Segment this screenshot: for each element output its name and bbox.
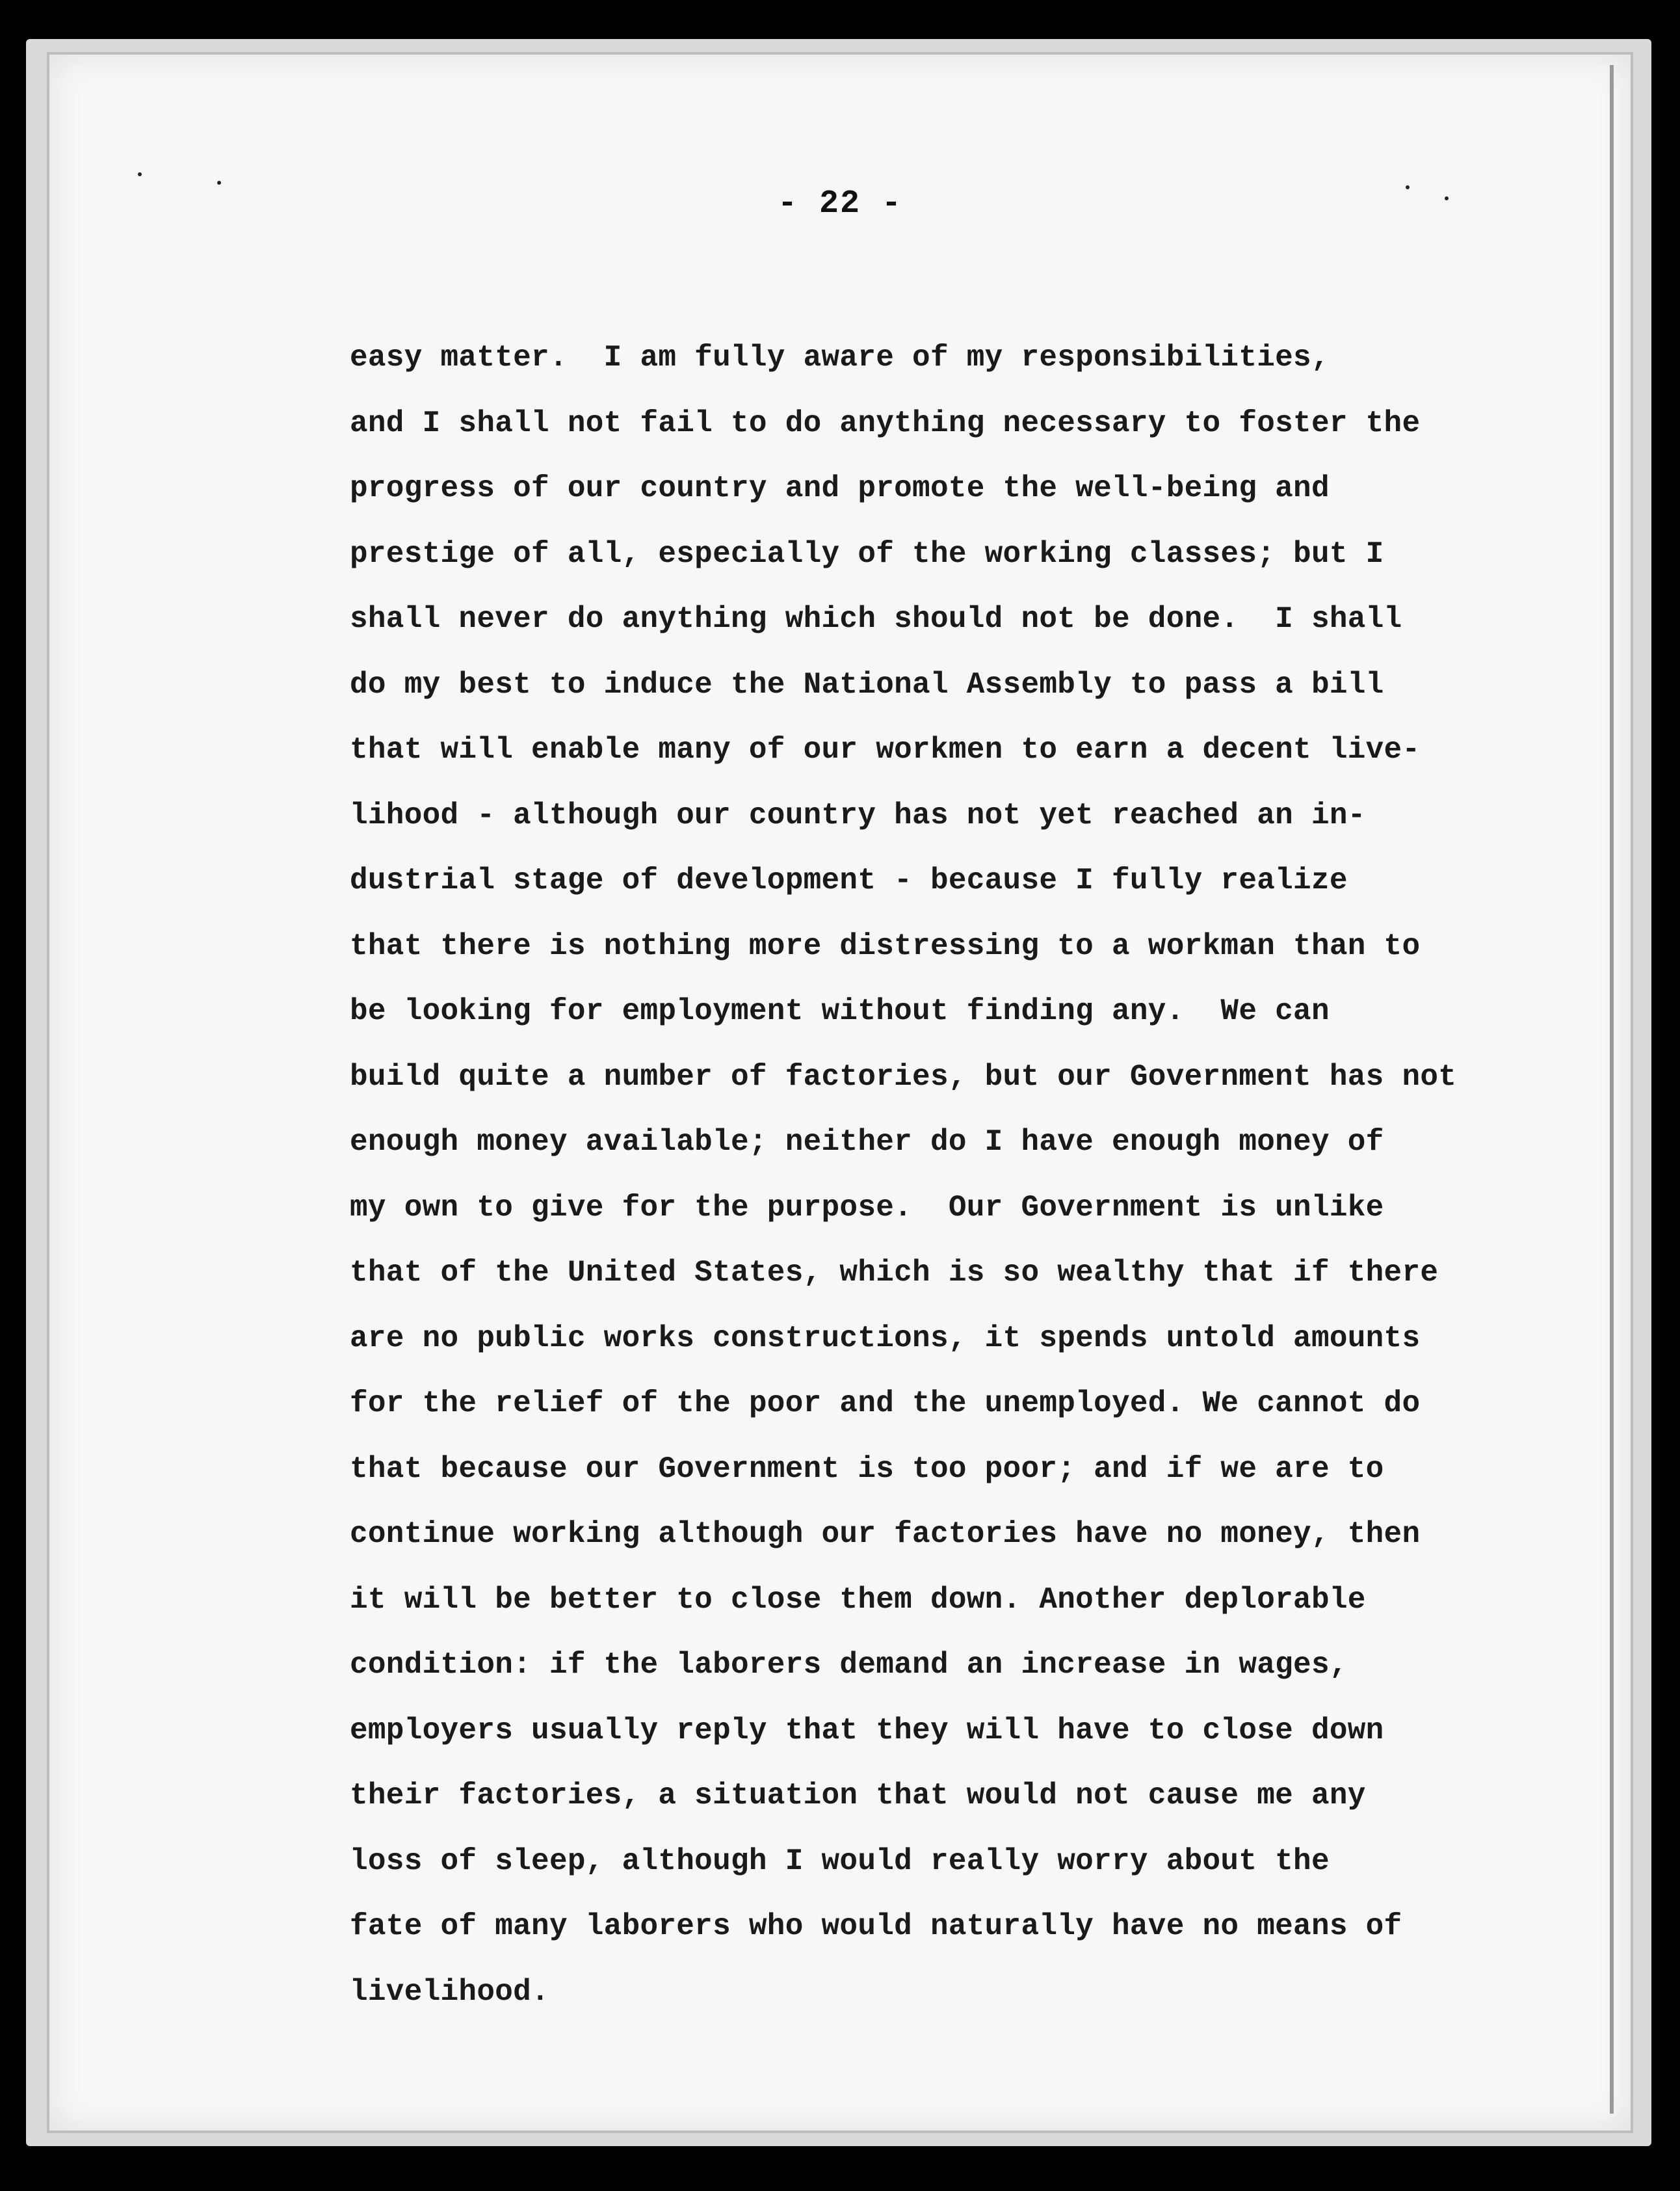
text-line: lihood - although our country has not yet reached an in- (350, 798, 1366, 832)
text-line: loss of sleep, although I would really worry about the (350, 1844, 1330, 1878)
text-line: and I shall not fail to do anything necessary to foster the (350, 406, 1421, 440)
text-line: it will be better to close them down. Another deplorable (350, 1582, 1366, 1617)
text-line: enough money available; neither do I have enough money of (350, 1125, 1384, 1159)
text-line: continue working although our factories have no money, then (350, 1517, 1421, 1551)
document-body (350, 325, 1631, 2025)
text-line: dustrial stage of development - because I fully realize (350, 864, 1348, 897)
dust-speck (217, 181, 221, 185)
text-line: that because our Government is too poor; and if we are to (350, 1452, 1384, 1486)
text-line: shall never do anything which should not be done. I shall (350, 602, 1402, 636)
text-line: employers usually reply that they will have to close down (350, 1713, 1384, 1747)
dust-speck (138, 172, 142, 176)
text-line: build quite a number of factories, but our Government has not (350, 1059, 1457, 1094)
text-line: condition: if the laborers demand an increase in wages, (350, 1648, 1348, 1682)
text-line: are no public works constructions, it spends untold amounts (350, 1321, 1421, 1355)
text-line: my own to give for the purpose. Our Government is unlike (350, 1190, 1384, 1225)
text-line: that there is nothing more distressing to a workman than to (350, 929, 1421, 963)
text-line: easy matter. I am fully aware of my responsibilities, (350, 341, 1330, 375)
text-line: progress of our country and promote the well-being and (350, 471, 1330, 505)
page-number: - 22 - (777, 185, 903, 222)
text-line: fate of many laborers who would naturally have no means of (350, 1909, 1402, 1943)
text-line: their factories, a situation that would not cause me any (350, 1779, 1366, 1813)
text-line: for the relief of the poor and the unemployed. We cannot do (350, 1387, 1421, 1420)
text-line: livelihood. (350, 1974, 549, 2009)
text-line: that will enable many of our workmen to earn a decent live- (350, 733, 1421, 767)
text-line: that of the United States, which is so wealthy that if there (350, 1256, 1439, 1290)
text-line: be looking for employment without finding any. We can (350, 994, 1330, 1028)
text-line: prestige of all, especially of the working classes; but I (350, 537, 1384, 571)
text-line: do my best to induce the National Assembly to pass a bill (350, 667, 1384, 702)
paper-sheet (47, 52, 1633, 2133)
